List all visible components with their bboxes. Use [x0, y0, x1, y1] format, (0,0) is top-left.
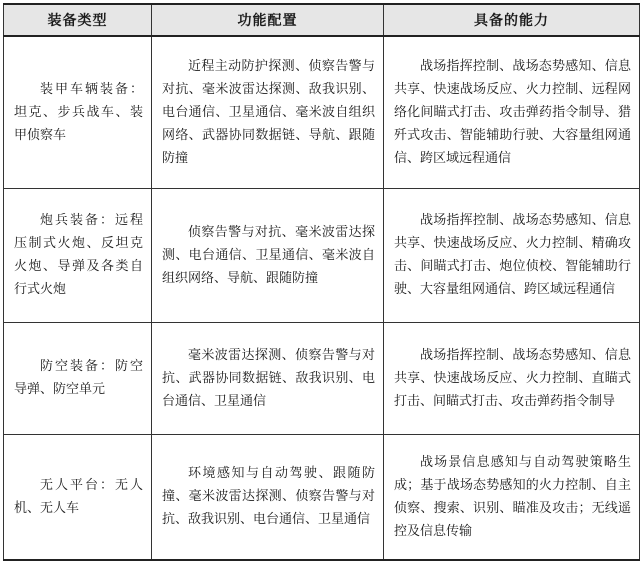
cell-capabilities: 战场指挥控制、战场态势感知、信息共享、快速战场反应、火力控制、直瞄式打击、间瞄式打击、攻击弹药指令制导: [384, 322, 640, 434]
table-row-artillery: [4, 188, 640, 322]
table-row-air-defense: [4, 322, 640, 434]
cell-equipment-type: 防空装备：防空导弹、防空单元: [4, 322, 152, 434]
cell-capabilities: 战场指挥控制、战场态势感知、信息共享、快速战场反应、火力控制、精确攻击、间瞄式打击、炮位侦校、智能辅助行驶、大容量组网通信、跨区域远程通信: [384, 188, 640, 322]
cell-function-config: 侦察告警与对抗、毫米波雷达探测、电台通信、卫星通信、毫米波自组织网络、导航、跟随防撞: [152, 188, 384, 322]
cell-capabilities: 战场指挥控制、战场态势感知、信息共享、快速战场反应、火力控制、远程网络化间瞄式打击、攻击弹药指令制导、猎歼式攻击、智能辅助行驶、大容量组网通信、跨区域远程通信: [384, 36, 640, 188]
header-equipment-type: 装备类型: [4, 4, 152, 36]
table-row-armored: [4, 36, 640, 188]
table-row-unmanned: [4, 434, 640, 560]
cell-function-config: 近程主动防护探测、侦察告警与对抗、毫米波雷达探测、敌我识别、电台通信、卫星通信、毫米波自组织网络、武器协同数据链、导航、跟随防撞: [152, 36, 384, 188]
cell-equipment-type: 装甲车辆装备：坦克、步兵战车、装甲侦察车: [4, 36, 152, 188]
cell-equipment-type: 无人平台：无人机、无人车: [4, 434, 152, 560]
cell-capabilities: 战场景信息感知与自动驾驶策略生成；基于战场态势感知的火力控制、自主侦察、搜索、识别、瞄准及攻击；无线遥控及信息传输: [384, 434, 640, 560]
equipment-capability-table: [3, 3, 640, 561]
header-function-config: 功能配置: [152, 4, 384, 36]
cell-function-config: 环境感知与自动驾驶、跟随防撞、毫米波雷达探测、侦察告警与对抗、敌我识别、电台通信、卫星通信: [152, 434, 384, 560]
cell-equipment-type: 炮兵装备：远程压制式火炮、反坦克火炮、导弹及各类自行式火炮: [4, 188, 152, 322]
table-header-row: [4, 4, 640, 36]
header-capabilities: 具备的能力: [384, 4, 640, 36]
cell-function-config: 毫米波雷达探测、侦察告警与对抗、武器协同数据链、敌我识别、电台通信、卫星通信: [152, 322, 384, 434]
